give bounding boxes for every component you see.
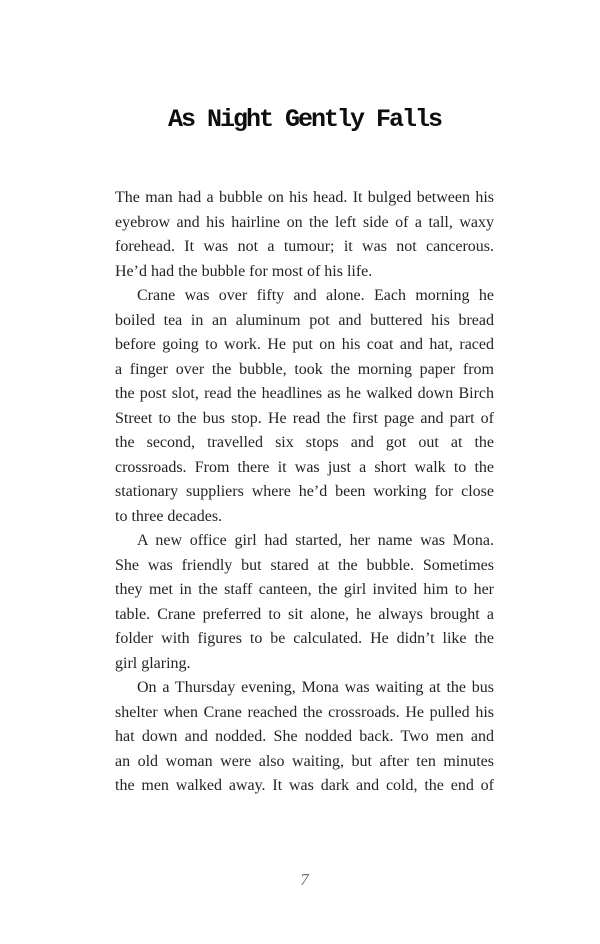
text-line: He’d had the bubble for most of his life. xyxy=(115,262,373,280)
text-line: the second, travelled six stops and got out at the xyxy=(115,434,494,451)
text-line: a finger over the bubble, took the morning paper from xyxy=(115,360,494,378)
text-line: boiled tea in an aluminum pot and buttered his bread xyxy=(115,311,494,329)
text-line: the post slot, read the headlines as he walked down Birch xyxy=(115,385,494,402)
text-line: an old woman were also waiting, but after ten minutes xyxy=(115,752,494,770)
page-number: 7 xyxy=(300,869,309,889)
text-column xyxy=(115,0,494,890)
text-line: On a Thursday evening, Mona was waiting at the bus xyxy=(137,679,494,696)
text-line: hat down and nodded. She nodded back. Two men and xyxy=(115,728,494,745)
text-line: The man had a bubble on his head. It bulged between his xyxy=(115,189,494,206)
text-line: table. Crane preferred to sit alone, he always brought a xyxy=(115,605,494,623)
text-line: girl glaring. xyxy=(115,654,191,672)
text-line: crossroads. From there it was just a short walk to the xyxy=(115,458,494,476)
text-line: to three decades. xyxy=(115,507,223,525)
text-line: forehead. It was not a tumour; it was not cancerous. xyxy=(115,238,494,255)
page-body xyxy=(115,186,494,799)
text-line: eyebrow and his hairline on the left side of a tall, waxy xyxy=(115,213,494,231)
text-line: shelter when Crane reached the crossroads. He pulled his xyxy=(115,703,494,721)
page-title: As Night Gently Falls xyxy=(167,105,442,134)
text-line: Crane was over fifty and alone. Each morning he xyxy=(137,287,494,304)
text-line: before going to work. He put on his coat and hat, raced xyxy=(115,336,494,353)
text-line: Street to the bus stop. He read the first page and part of xyxy=(115,409,494,427)
text-line: the men walked away. It was dark and cold, the end of xyxy=(115,777,494,794)
text-line: folder with figures to be calculated. He didn’t like the xyxy=(115,630,494,647)
text-line: they met in the staff canteen, the girl invited him to her xyxy=(115,581,494,598)
text-line: She was friendly but stared at the bubble. Sometimes xyxy=(115,556,494,574)
text-line: stationary suppliers where he’d been working for close xyxy=(115,483,494,500)
text-line: A new office girl had started, her name was Mona. xyxy=(137,532,494,549)
